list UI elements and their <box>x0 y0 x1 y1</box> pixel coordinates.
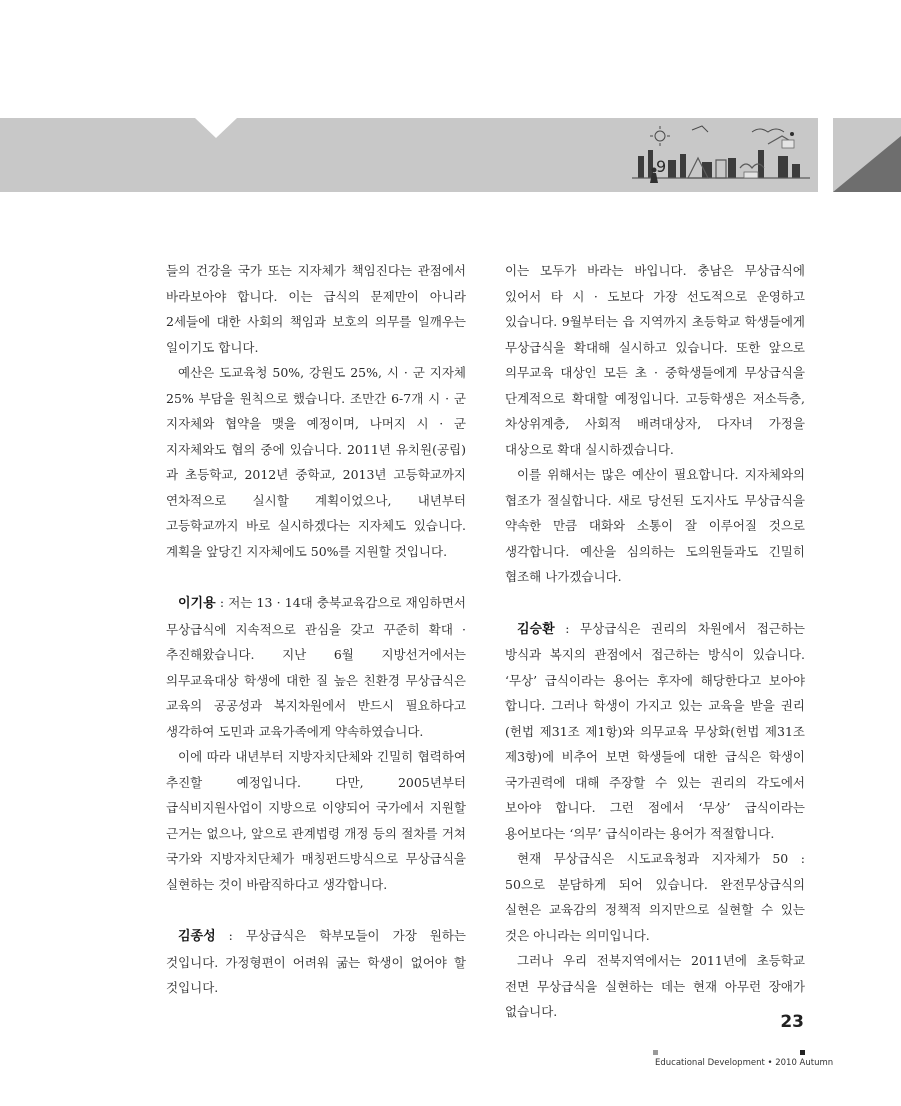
speaker-name: 이기용 <box>178 596 216 611</box>
paragraph: 들의 건강을 국가 또는 지자체가 책임진다는 관점에서 바라보아야 합니다. 이는 급식의 문제만이 아니라 2세들에 대한 사회의 책임과 보호의 의무를 일깨우는 일이기도 합니다. <box>166 263 466 355</box>
footer-square-icon <box>653 1050 658 1055</box>
corner-triangle <box>833 136 901 192</box>
footer-square-icon <box>800 1050 805 1055</box>
speaker-paragraph <box>505 616 805 847</box>
paragraph: 그러나 우리 전북지역에서는 2011년에 초등학교 전면 무상급식을 실현하는 데는 현재 아무런 장애가 없습니다. <box>505 953 805 1019</box>
paragraph: 이를 위해서는 많은 예산이 필요합니다. 지자체와의 협조가 절실합니다. 새로 당선된 도지사도 무상급식을 약속한 만큼 대화와 소통이 잘 이루어질 것으로 생각합니다. 예산을 심의하는 도의원들과도 긴밀히 협조해 나가겠습니다. <box>505 467 805 584</box>
page-number: 23 <box>780 1012 804 1032</box>
speaker-name: 김승환 <box>517 621 555 637</box>
speaker-paragraph <box>166 923 466 1001</box>
speaker-text: : 저는 13 · 14대 충북교육감으로 재임하면서 무상급식에 지속적으로 관심을 갖고 꾸준히 확대 · 추진해왔습니다. 지난 6월 지방선거에서는 의무교육대상 학생에 대한 질 높은 친환경 무상급식은 교육의 공공성과 복지차원에서 반드시 필요하다고 생각하여 도민과 교육가족에게 약속하였습니다. <box>166 595 466 739</box>
speaker-text: : 무상급식은 학부모들이 가장 원하는 것입니다. 가정형편이 어려워 굶는 학생이 없어야 할 것입니다. <box>166 928 466 995</box>
speaker-name: 김종성 <box>178 929 216 944</box>
text-column-left <box>166 258 466 1001</box>
paragraph-gap <box>505 590 805 616</box>
speaker-text: : 무상급식은 권리의 차원에서 접근하는 방식과 복지의 관점에서 접근하는 방식이 있습니다. ‘무상’ 급식이라는 용어는 후자에 해당한다고 보아야 합니다. 그러나 학생이 가지고 있는 교육을 받을 권리(헌법 제31조 제1항)와 의무교육 무상화(헌법 제31조 제3항)에 비추어 보면 학생들에 대한 급식은 학생이 국가권력에 대해 주장할 수 있는 권리의 각도에서 보아야 합니다. 그런 점에서 ‘무상’ 급식이라는 용어보다는 ‘의무’ 급식이라는 용어가 적절합니다. <box>505 620 805 841</box>
city-education-illustration-icon <box>632 120 812 192</box>
paragraph: 현재 무상급식은 시도교육청과 지자체가 50 : 50으로 분담하게 되어 있습니다. 완전무상급식의 실현은 교육감의 정책적 의지만으로 실현할 수 있는 것은 아니라는 의미입니다. <box>505 851 805 943</box>
paragraph-gap <box>166 564 466 590</box>
header-notch <box>195 118 237 138</box>
svg-text:9: 9 <box>656 157 667 176</box>
corner-block <box>833 118 901 192</box>
paragraph-gap <box>166 897 466 923</box>
footer-credit: Educational Development • 2010 Autumn <box>655 1058 834 1068</box>
speaker-paragraph <box>166 590 466 744</box>
text-column-right <box>505 258 805 1025</box>
paragraph: 이에 따라 내년부터 지방자치단체와 긴밀히 협력하여 추진할 예정입니다. 다만, 2005년부터 급식비지원사업이 지방으로 이양되어 국가에서 지원할 근거는 없으나, 앞으로 관계법령 개정 등의 절차를 거쳐 국가와 지방자치단체가 매칭펀드방식으로 무상급식을 실현하는 것이 바람직하다고 생각합니다. <box>166 749 466 892</box>
paragraph: 이는 모두가 바라는 바입니다. 충남은 무상급식에 있어서 타 시 · 도보다 가장 선도적으로 운영하고 있습니다. 9월부터는 읍 지역까지 초등학교 학생들에게 무상급식을 확대해 실시하고 있습니다. 또한 앞으로 의무교육 대상인 모든 초 · 중학생들에게 무상급식을 단계적으로 확대할 예정입니다. 고등학생은 저소득층, 차상위계층, 사회적 배려대상자, 다자녀 가정을 대상으로 확대 실시하겠습니다. <box>505 263 805 457</box>
paragraph: 예산은 도교육청 50%, 강원도 25%, 시 · 군 지자체 25% 부담을 원칙으로 했습니다. 조만간 6-7개 시 · 군 지자체와 협약을 맺을 예정이며, 나머지 시 · 군 지자체와도 협의 중에 있습니다. 2011년 유치원(공립)과 초등학교, 2012년 중학교, 2013년 고등학교까지 연차적으로 실시할 계획이었으나, 내년부터 고등학교까지 바로 실시하겠다는 지자체도 있습니다. 계획을 앞당긴 지자체에도 50%를 지원할 것입니다. <box>166 365 466 559</box>
